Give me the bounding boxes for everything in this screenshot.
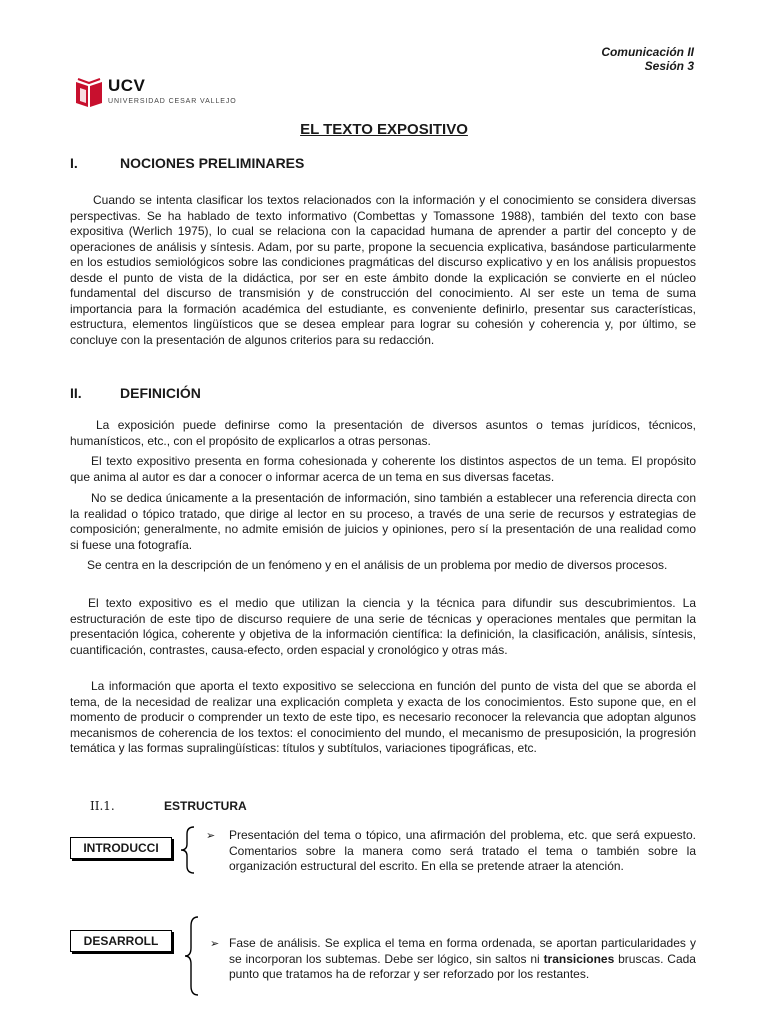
development-text-part: bruscas. Cada punto que tratamos ha de reforzar y ser reforzado por los restantes. [229,951,696,981]
development-text-part: Fase de análisis. Se explica el tema en forma ordenada, se aportan particularidades y se incorporan los subtemas. Debe ser lógico, sin saltos ni [229,936,696,966]
development-box [70,930,172,952]
section-1-title: NOCIONES PRELIMINARES [120,155,305,171]
section-1-number: I. [70,155,78,171]
structure-heading [90,799,247,813]
introduction-text: Presentación del tema o tópico, una afirmación del problema, etc. que será expuesto. Comentarios sobre la manera como será tratado el tema o también sobre la organización estructural del escrito. En ella se pretende atraer la atención. [229,828,696,873]
introduction-box [70,837,172,859]
brace-icon [180,826,196,874]
logo-subtitle: UNIVERSIDAD CESAR VALLEJO [108,98,237,105]
section-1-paragraph: Cuando se intenta clasificar los textos relacionados con la información y el conocimiento se considera diversas perspectivas. Se ha hablado de texto informativo (Combettas y Tomassone 1988), también del texto con base expositiva (Werlich 1975), lo cual se relaciona con la capacidad humana de aprender a partir del concepto y de operaciones de análisis y síntesis. Adam, por su parte, propone la secuencia explicativa, basándose particularmente en los estudios semiológicos sobre las condiciones pragmáticas del discurso explicativo y en los análisis propuestos desde el punto de vista de la didáctica, por ser en este ámbito donde la explicación se convierte en el núcleo fundamental del discurso de transmisión y de construcción del conocimiento. Al ser este un tema de suma importancia para la formación académica del estudiante, es conveniente definirlo, presentar sus características, estructura, elementos lingüísticos que se desea emplear para lograr su cohesión y coherencia y, por último, se concluye con la presentación de algunos criterios para su redacción. [70,193,696,347]
arrow-bullet-icon: ➢ [210,938,220,950]
definition-paragraph: El texto expositivo presenta en forma cohesionada y coherente los distintos aspectos de un tema. El propósito que anima al autor es dar a conocer o informar acerca de un tema en sus diversas facetas. [70,454,696,484]
arrow-bullet-icon: ➢ [206,830,216,842]
definition-paragraph: La exposición puede definirse como la presentación de diversos asuntos o temas jurídicos, técnicos, humanísticos, etc., con el propósito de explicarlos a otras personas. [70,418,696,448]
section-2-number: II. [70,385,82,401]
session-number: Sesión 3 [644,59,694,73]
development-label: DESARROLL [83,934,159,948]
logo-name: UCV [108,76,146,95]
section-2-heading [70,385,201,401]
header-meta [601,45,694,73]
section-2-title: DEFINICIÓN [120,385,201,401]
definition-paragraph: No se dedica únicamente a la presentación de información, sino también a establecer una referencia directa con la realidad o tópico tratado, que dirige al lector en su proceso, a través de una serie de recursos y estrategias de composición; generalmente, no admite emisión de juicios y opiniones, pero sí la presentación de una realidad como si fuese una fotografía. [70,491,696,552]
definition-paragraph: Se centra en la descripción de un fenómeno y en el análisis de un problema por medio de diversos procesos. [87,558,668,572]
ucv-logo [74,76,237,112]
course-name: Comunicación II [601,45,694,59]
brace-icon [184,916,200,996]
structure-number: II.1. [90,799,115,813]
definition-paragraph: La información que aporta el texto expositivo se selecciona en función del punto de vista del que se aborda el tema, de la necesidad de realizar una explicación completa y exacta de los conocimientos. Esto supone que, en el momento de producir o comprender un texto de este tipo, es necesario reconocer la relevancia que adoptan algunos mecanismos de coherencia de los textos: el conocimiento del mundo, el mecanismo de presuposición, la progresión temática y las formas supralingüísticas: títulos y subtítulos, variaciones tipográficas, etc. [70,679,696,755]
section-1-heading [70,155,304,171]
definition-paragraph: El texto expositivo es el medio que utilizan la ciencia y la técnica para difundir sus descubrimientos. La estructuración de este tipo de discurso requiere de una serie de técnicas y operaciones mentales que permitan la presentación lógica, coherente y objetiva de la información científica: la definición, la clasificación, análisis, síntesis, cuantificación, contrastes, causa-efecto, orden espacial y cronológico y otras más. [70,596,696,657]
development-text-bold: transiciones [543,951,615,966]
structure-title: ESTRUCTURA [164,799,247,813]
development-text [229,936,696,983]
ucv-logo-icon [74,76,104,108]
document-title: EL TEXTO EXPOSITIVO [300,121,468,138]
introduction-label: INTRODUCCI [83,841,159,855]
